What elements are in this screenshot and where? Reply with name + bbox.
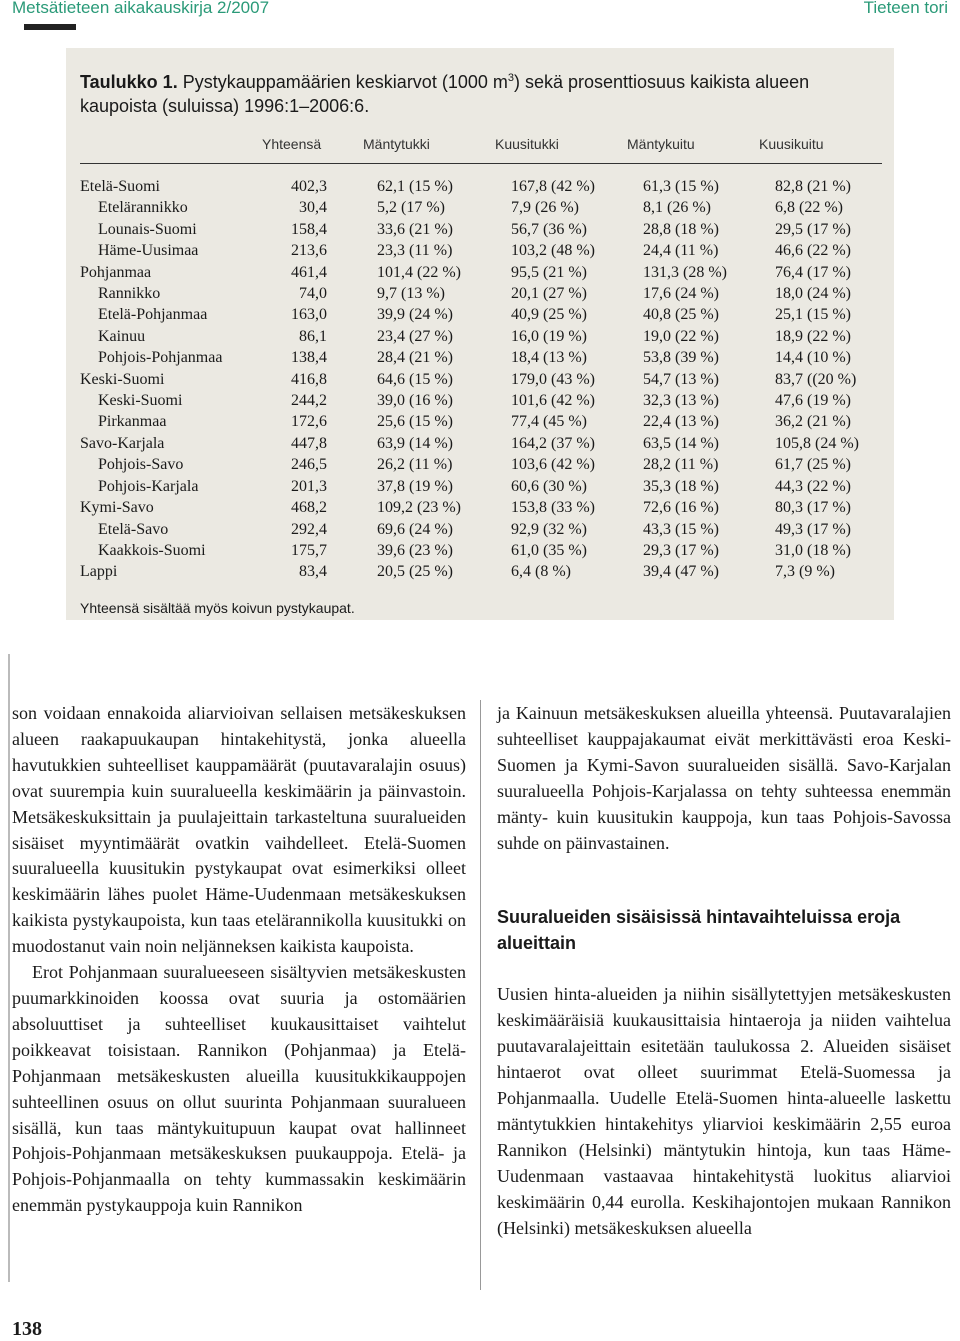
region-cell: Lappi [80,563,118,581]
table-row [80,476,882,497]
kuusitukki-cell: 6,4 (8 %) [511,563,571,581]
mantytukki-cell: 20,5 (25 %) [377,563,453,581]
spacer-cell [327,411,377,432]
mantykuitu-cell: 19,0 (22 %) [643,327,719,345]
total-cell: 163,0 [291,306,327,324]
col-header-kuusitukki: Kuusitukki [495,136,559,152]
mantykuitu-cell: 35,3 (18 %) [643,477,719,495]
mantytukki-cell: 62,1 (15 %) [377,178,453,195]
region-cell: Kainuu [98,327,146,345]
mantykuitu-cell: 72,6 (16 %) [643,499,719,517]
spacer-cell [327,176,377,197]
kuusitukki-cell: 164,2 (37 %) [511,434,595,452]
mantykuitu-cell: 22,4 (13 %) [643,413,719,431]
kuusikuitu-cell: 49,3 (17 %) [775,520,851,538]
kuusitukki-cell: 60,6 (30 %) [511,477,587,495]
mantytukki-cell: 9,7 (13 %) [377,285,445,303]
mantykuitu-cell: 53,8 (39 %) [643,349,719,367]
table-row [80,176,882,197]
mantytukki-cell: 101,4 (22 %) [377,263,461,281]
kuusikuitu-cell: 6,8 (22 %) [775,199,843,217]
region-cell: Etelärannikko [98,199,188,217]
spacer-cell [327,561,377,582]
mantykuitu-cell: 8,1 (26 %) [643,199,711,217]
region-cell: Kaakkois-Suomi [98,541,206,559]
mantykuitu-cell: 29,3 (17 %) [643,541,719,559]
region-cell: Etelä-Pohjanmaa [98,306,208,324]
kuusikuitu-cell: 105,8 (24 %) [775,434,859,452]
region-cell: Savo-Karjala [80,434,165,452]
spacer-cell [327,454,377,475]
total-cell: 416,8 [291,370,327,388]
region-cell: Kymi-Savo [80,499,154,517]
kuusikuitu-cell: 76,4 (17 %) [775,263,851,281]
table-row [80,540,882,561]
total-cell: 172,6 [291,413,327,431]
spacer-cell [327,540,377,561]
total-cell: 461,4 [291,263,327,281]
region-cell: Pohjois-Savo [98,456,184,474]
kuusikuitu-cell: 25,1 (15 %) [775,306,851,324]
caption-superscript: 3 [507,72,514,84]
table-row [80,454,882,475]
total-cell: 213,6 [291,242,327,260]
kuusikuitu-cell: 18,9 (22 %) [775,327,851,345]
mantytukki-cell: 39,6 (23 %) [377,541,453,559]
total-cell: 447,8 [291,434,327,452]
spacer-cell [327,219,377,240]
col-header-total: Yhteensä [262,136,322,152]
mantykuitu-cell: 17,6 (24 %) [643,285,719,303]
left-paragraph-2: Erot Pohjanmaan suuralueeseen sisältyvien metsäkeskusten puumarkkinoiden koossa ovat suuria ja ostomäärien absoluuttiset ja suhteelliset kuukausittaiset vaihtelut poikkeavat toisistaan. Rannikon (Pohjanmaa) ja Etelä-Pohjanmaan metsäkeskusten alueilla kuusitukkikauppojen suhteellinen osuus on ollut suurinta Pohjanmaan suuralueen sisällä, kun taas mäntykuitupuun kaupat ovat hallinneet Pohjois-Pohjanmaan metsäkeskuksen puukauppoja. Etelä- ja Pohjois-Pohjanmaalla on tehty kummassakin keskimäärin enemmän pystykauppoja kuin Rannikon [12,962,466,1216]
spacer-cell [327,304,377,325]
table-row [80,219,882,240]
region-cell: Pohjois-Pohjanmaa [98,349,223,367]
kuusitukki-cell: 18,4 (13 %) [511,349,587,367]
mantytukki-cell: 23,4 (27 %) [377,327,453,345]
mantytukki-cell: 37,8 (19 %) [377,477,453,495]
table-row [80,433,882,454]
kuusitukki-cell: 179,0 (43 %) [511,370,595,388]
mantykuitu-cell: 40,8 (25 %) [643,306,719,324]
mantytukki-cell: 39,0 (16 %) [377,392,453,410]
page-number: 138 [12,1318,42,1340]
right-paragraph-2: Uusien hinta-alueiden ja niihin sisällytettyjen metsäkeskusten keskimääräisiä kuukausittaisia hintaeroja ja niiden vaihtelua puutavaralajeittain esitetään taulukossa 2. Alueiden sisäiset hintaerot ovat olleet suurimmat Etelä-Suomessa ja Pohjanmaalla. Uudelle Etelä-Suomen hinta-alueelle laskettu mäntytukkien hintakehitys yliarvioi keskimäärin 2,55 euroa Rannikon (Helsinki) mäntytukin hintoja, kun taas Häme-Uudenmaan vastaavaa hintakehitystä luokitus aliarvioi keskimäärin 0,44 eurolla. Keskihajontojen mukaan Rannikon (Helsinki) metsäkeskuksen alueella [497,984,951,1238]
kuusikuitu-cell: 80,3 (17 %) [775,499,851,517]
mantykuitu-cell: 131,3 (28 %) [643,263,727,281]
spacer-cell [327,433,377,454]
total-cell: 468,2 [291,499,327,517]
kuusikuitu-cell: 31,0 (18 %) [775,541,851,559]
spacer-cell [327,347,377,368]
spacer-cell [327,262,377,283]
table-row [80,326,882,347]
kuusikuitu-cell: 47,6 (19 %) [775,392,851,410]
kuusikuitu-cell: 82,8 (21 %) [775,178,851,195]
kuusitukki-cell: 40,9 (25 %) [511,306,587,324]
table-row [80,390,882,411]
kuusikuitu-cell: 29,5 (17 %) [775,220,851,238]
total-cell: 175,7 [291,541,327,559]
region-cell: Etelä-Savo [98,520,169,538]
region-cell: Keski-Suomi [80,370,165,388]
table-row [80,283,882,304]
caption-text-b: ) sekä prosenttiosuus kaikista alueen kaupoista (suluissa) 1996:1–2006:6. [80,72,810,116]
spacer-cell [327,390,377,411]
mantytukki-cell: 39,9 (24 %) [377,306,453,324]
spacer-cell [327,476,377,497]
region-cell: Häme-Uusimaa [98,242,199,260]
kuusitukki-cell: 61,0 (35 %) [511,541,587,559]
spacer-cell [327,197,377,218]
kuusikuitu-cell: 83,7 ((20 %) [775,370,857,388]
table-row [80,369,882,390]
table-row [80,240,882,261]
right-paragraph-1: ja Kainuun metsäkeskuksen alueilla yhteensä. Puutavaralajien suhteelliset kauppajakaumat eivät merkittävästi eroa Keski-Suomen ja Kymi-Savon suuralueiden sisällä. Savo-Karjalan suuralueella Pohjois-Karjalassa on tehty suhteessa enemmän mänty- kuin kuusitukin kauppoja, kun taas Pohjois-Savossa suhde on päinvastainen. [497,703,951,853]
kuusikuitu-cell: 46,6 (22 %) [775,242,851,260]
mantykuitu-cell: 32,3 (13 %) [643,392,719,410]
mantykuitu-cell: 61,3 (15 %) [643,178,719,195]
spacer-cell [327,369,377,390]
mantytukki-cell: 69,6 (24 %) [377,520,453,538]
table-footnote: Yhteensä sisältää myös koivun pystykaupat. [80,600,355,616]
kuusitukki-cell: 56,7 (36 %) [511,220,587,238]
table-row [80,411,882,432]
spacer-cell [327,519,377,540]
margin-mark [8,654,10,1282]
column-divider [480,700,481,1290]
mantytukki-cell: 63,9 (14 %) [377,434,453,452]
kuusitukki-cell: 103,6 (42 %) [511,456,595,474]
region-cell: Etelä-Suomi [80,178,160,195]
region-cell: Pohjois-Karjala [98,477,199,495]
total-cell: 86,1 [299,327,327,345]
kuusitukki-cell: 95,5 (21 %) [511,263,587,281]
total-cell: 292,4 [291,520,327,538]
table-row [80,519,882,540]
mantytukki-cell: 33,6 (21 %) [377,220,453,238]
col-header-kuusikuitu: Kuusikuitu [759,136,824,152]
mantytukki-cell: 109,2 (23 %) [377,499,461,517]
caption-label: Taulukko 1. [80,72,178,92]
total-cell: 30,4 [299,199,327,217]
mantykuitu-cell: 28,2 (11 %) [643,456,719,474]
kuusikuitu-cell: 61,7 (25 %) [775,456,851,474]
spacer-cell [327,497,377,518]
kuusitukki-cell: 167,8 (42 %) [511,178,595,195]
kuusitukki-cell: 92,9 (32 %) [511,520,587,538]
mantytukki-cell: 23,3 (11 %) [377,242,453,260]
kuusikuitu-cell: 44,3 (22 %) [775,477,851,495]
mantykuitu-cell: 63,5 (14 %) [643,434,719,452]
region-cell: Keski-Suomi [98,392,183,410]
kuusitukki-cell: 101,6 (42 %) [511,392,595,410]
left-paragraph-1: son voidaan ennakoida aliarvioivan sellaisen metsäkeskuksen alueen raakapuukaupan hintakehitystä, jonka alueella havutukkien suhteelliset kauppamäärät (puutavaralajin osuus) ovat suurempia kuin suuralueella keskimäärin ja päinvastoin. Metsäkeskuksittain ja puulajeittain tarkasteltuna suuralueiden sisäiset myyntimäärät ovatkin vaihdelleet. Etelä-Suomen suuralueella kuusitukin pystykaupat ovat esimerkiksi olleet keskimäärin lähes puolet Häme-Uudenmaan metsäkeskuksen kaikista pystykaupoista, kun taas etelärannikolla kuusitukki on muodostanut vain noin neljänneksen kaikista kaupoista. [12,703,466,957]
mantytukki-cell: 64,6 (15 %) [377,370,453,388]
mantytukki-cell: 5,2 (17 %) [377,199,445,217]
section-heading: Suuralueiden sisäisissä hintavaihteluissa eroja alueittain [497,907,901,954]
kuusikuitu-cell: 36,2 (21 %) [775,413,851,431]
mantykuitu-cell: 39,4 (47 %) [643,563,719,581]
col-header-mantytukki: Mäntytukki [363,136,430,152]
table-row [80,561,882,582]
kuusitukki-cell: 153,8 (33 %) [511,499,595,517]
table-row [80,304,882,325]
data-table [80,176,882,583]
left-column [12,701,466,1219]
mantykuitu-cell: 43,3 (15 %) [643,520,719,538]
col-header-mantykuitu: Mäntykuitu [627,136,695,152]
kuusitukki-cell: 20,1 (27 %) [511,285,587,303]
right-column [497,701,951,1242]
total-cell: 83,4 [299,563,327,581]
table-row [80,347,882,368]
mantytukki-cell: 25,6 (15 %) [377,413,453,431]
kuusikuitu-cell: 14,4 (10 %) [775,349,851,367]
table-row [80,197,882,218]
journal-title: Metsätieteen aikakauskirja 2/2007 [12,0,270,17]
total-cell: 138,4 [291,349,327,367]
kuusikuitu-cell: 7,3 (9 %) [775,563,835,581]
header-rule [80,163,882,164]
header-bar [24,24,76,30]
kuusitukki-cell: 7,9 (26 %) [511,199,579,217]
kuusikuitu-cell: 18,0 (24 %) [775,285,851,303]
mantytukki-cell: 26,2 (11 %) [377,456,453,474]
total-cell: 158,4 [291,220,327,238]
total-cell: 402,3 [291,178,327,195]
total-cell: 246,5 [291,456,327,474]
section-title: Tieteen tori [863,0,948,17]
mantytukki-cell: 28,4 (21 %) [377,349,453,367]
mantykuitu-cell: 24,4 (11 %) [643,242,719,260]
total-cell: 74,0 [299,285,327,303]
region-cell: Rannikko [98,285,161,303]
region-cell: Pohjanmaa [80,263,152,281]
table-row [80,497,882,518]
region-cell: Lounais-Suomi [98,220,197,238]
kuusitukki-cell: 103,2 (48 %) [511,242,595,260]
table-caption [80,70,886,118]
table-row [80,262,882,283]
spacer-cell [327,240,377,261]
kuusitukki-cell: 16,0 (19 %) [511,327,587,345]
kuusitukki-cell: 77,4 (45 %) [511,413,587,431]
caption-text-a: Pystykauppamäärien keskiarvot (1000 m [177,72,508,92]
total-cell: 201,3 [291,477,327,495]
spacer-cell [327,283,377,304]
total-cell: 244,2 [291,392,327,410]
spacer-cell [327,326,377,347]
mantykuitu-cell: 28,8 (18 %) [643,220,719,238]
mantykuitu-cell: 54,7 (13 %) [643,370,719,388]
region-cell: Pirkanmaa [98,413,167,431]
